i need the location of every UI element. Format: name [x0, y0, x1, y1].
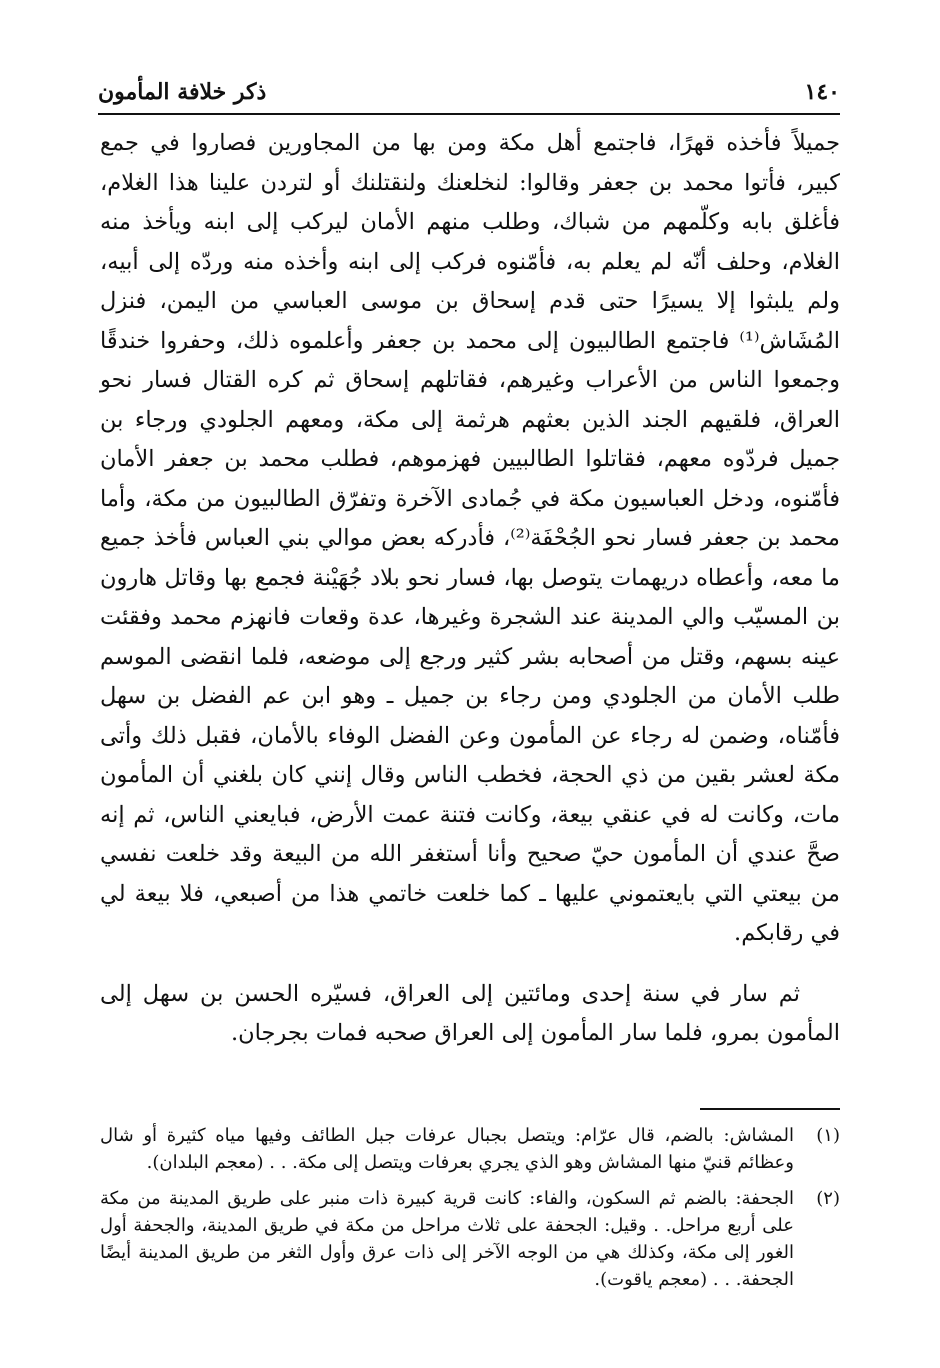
footnotes: [100, 1122, 840, 1302]
footnote-marker: (١): [816, 1125, 840, 1146]
main-text: [100, 124, 840, 1054]
footnote-2: [100, 1185, 840, 1293]
paragraph-2: ثم سار في سنة إحدى ومائتين إلى العراق، فسيّره الحسن بن سهل إلى المأمون بمرو، فلما سار المأمون إلى العراق صحبه فمات بجرجان.: [100, 980, 840, 1046]
footnote-1: [100, 1122, 840, 1176]
paragraph-1: جميلاً فأخذه قهرًا، فاجتمع أهل مكة ومن بها من المجاورين فصاروا في جمع كبير، فأتوا محمد بن جعفر وقالوا: لنخلعنك ولنقتلنك أو لتردن علينا هذا الغلام، فأغلق بابه وكلّمهم من شباك، وطلب منهم الأمان ليركب إلى ابنه ويأخذ منه الغلام، وحلف أنّه لم يعلم به، فأمّنوه فركب إلى ابنه وأخذه منه وردّه إلى أبيه، ولم يلبثوا إلا يسيرًا حتى قدم إسحاق بن موسى العباسي من اليمن، فنزل المُشَاش⁽¹⁾ فاجتمع الطالبيون إلى محمد بن جعفر وأعلموه ذلك، وحفروا خندقًا وجمعوا الناس من الأعراب وغيرهم، فقاتلهم إسحاق ثم كره القتال فسار نحو العراق، فلقيهم الجند الذين بعثهم هرثمة إلى مكة، ومعهم الجلودي ورجاء بن جميل فردّوه معهم، فقاتلوا الطالبيين فهزموهم، فطلب محمد بن جعفر الأمان فأمّنوه، ودخل العباسيون مكة في جُمادى الآخرة وتفرّق الطالبيون من مكة، وأما محمد بن جعفر فسار نحو الجُحْفَة⁽²⁾، فأدركه بعض موالي بني العباس فأخذ جميع ما معه، وأعطاه دريهمات يتوصل بها، فسار نحو بلاد جُهَيْنة فجمع بها وقاتل هارون بن المسيّب والي المدينة عند الشجرة وغيرها، عدة وقعات فانهزم محمد وفقئت عينه بسهم، وقتل من أصحابه بشر كثير ورجع إلى موضعه، فلما انقضى الموسم طلب الأمان من الجلودي ومن رجاء بن جميل ـ وهو ابن عم الفضل بن سهل فأمّناه، وضمن له رجاء عن المأمون وعن الفضل الوفاء بالأمان، فقبل ذلك وأتى مكة لعشر بقين من ذي الحجة، فخطب الناس وقال إنني كان بلغني أن المأمون مات، وكانت له في عنقي بيعة، وكانت فتنة عمت الأرض، فبايعني الناس، ثم إنه صحَّ عندي أن المأمون حيّ صحيح وأنا أستغفر الله من البيعة وقد خلعت نفسي من بيعتي التي بايعتموني عليها ـ كما خلعت خاتمي هذا من أصبعي، فلا بيعة لي في رقابكم.: [100, 130, 840, 946]
page-header: [98, 72, 840, 112]
page-number: ١٤٠: [804, 79, 840, 105]
running-title: ذكر خلافة المأمون: [98, 79, 267, 105]
footnote-marker: (٢): [816, 1188, 840, 1209]
header-divider: [98, 113, 840, 115]
footnote-divider: [700, 1108, 840, 1110]
footnote-text: الجحفة: بالضم ثم السكون، والفاء: كانت قرية كبيرة ذات منبر على طريق المدينة من مكة على أربع مراحل. . وقيل: الجحفة على ثلاث مراحل من مكة في طريق المدينة، والجحفة أول الغور إلى مكة، وكذلك هي من الوجه الآخر إلى ذات عرق وأول الثغر من طريق المدينة أيضًا الجحفة. . . (معجم ياقوت).: [100, 1188, 794, 1290]
footnote-text: المشاش: بالضم، قال عرّام: ويتصل بجبال عرفات جبل الطائف وفيها مياه كثيرة أو شال وعظائم قنيّ منها المشاش وهو الذي يجري بعرفات ويتصل إلى مكة. . . (معجم البلدان).: [100, 1125, 794, 1173]
